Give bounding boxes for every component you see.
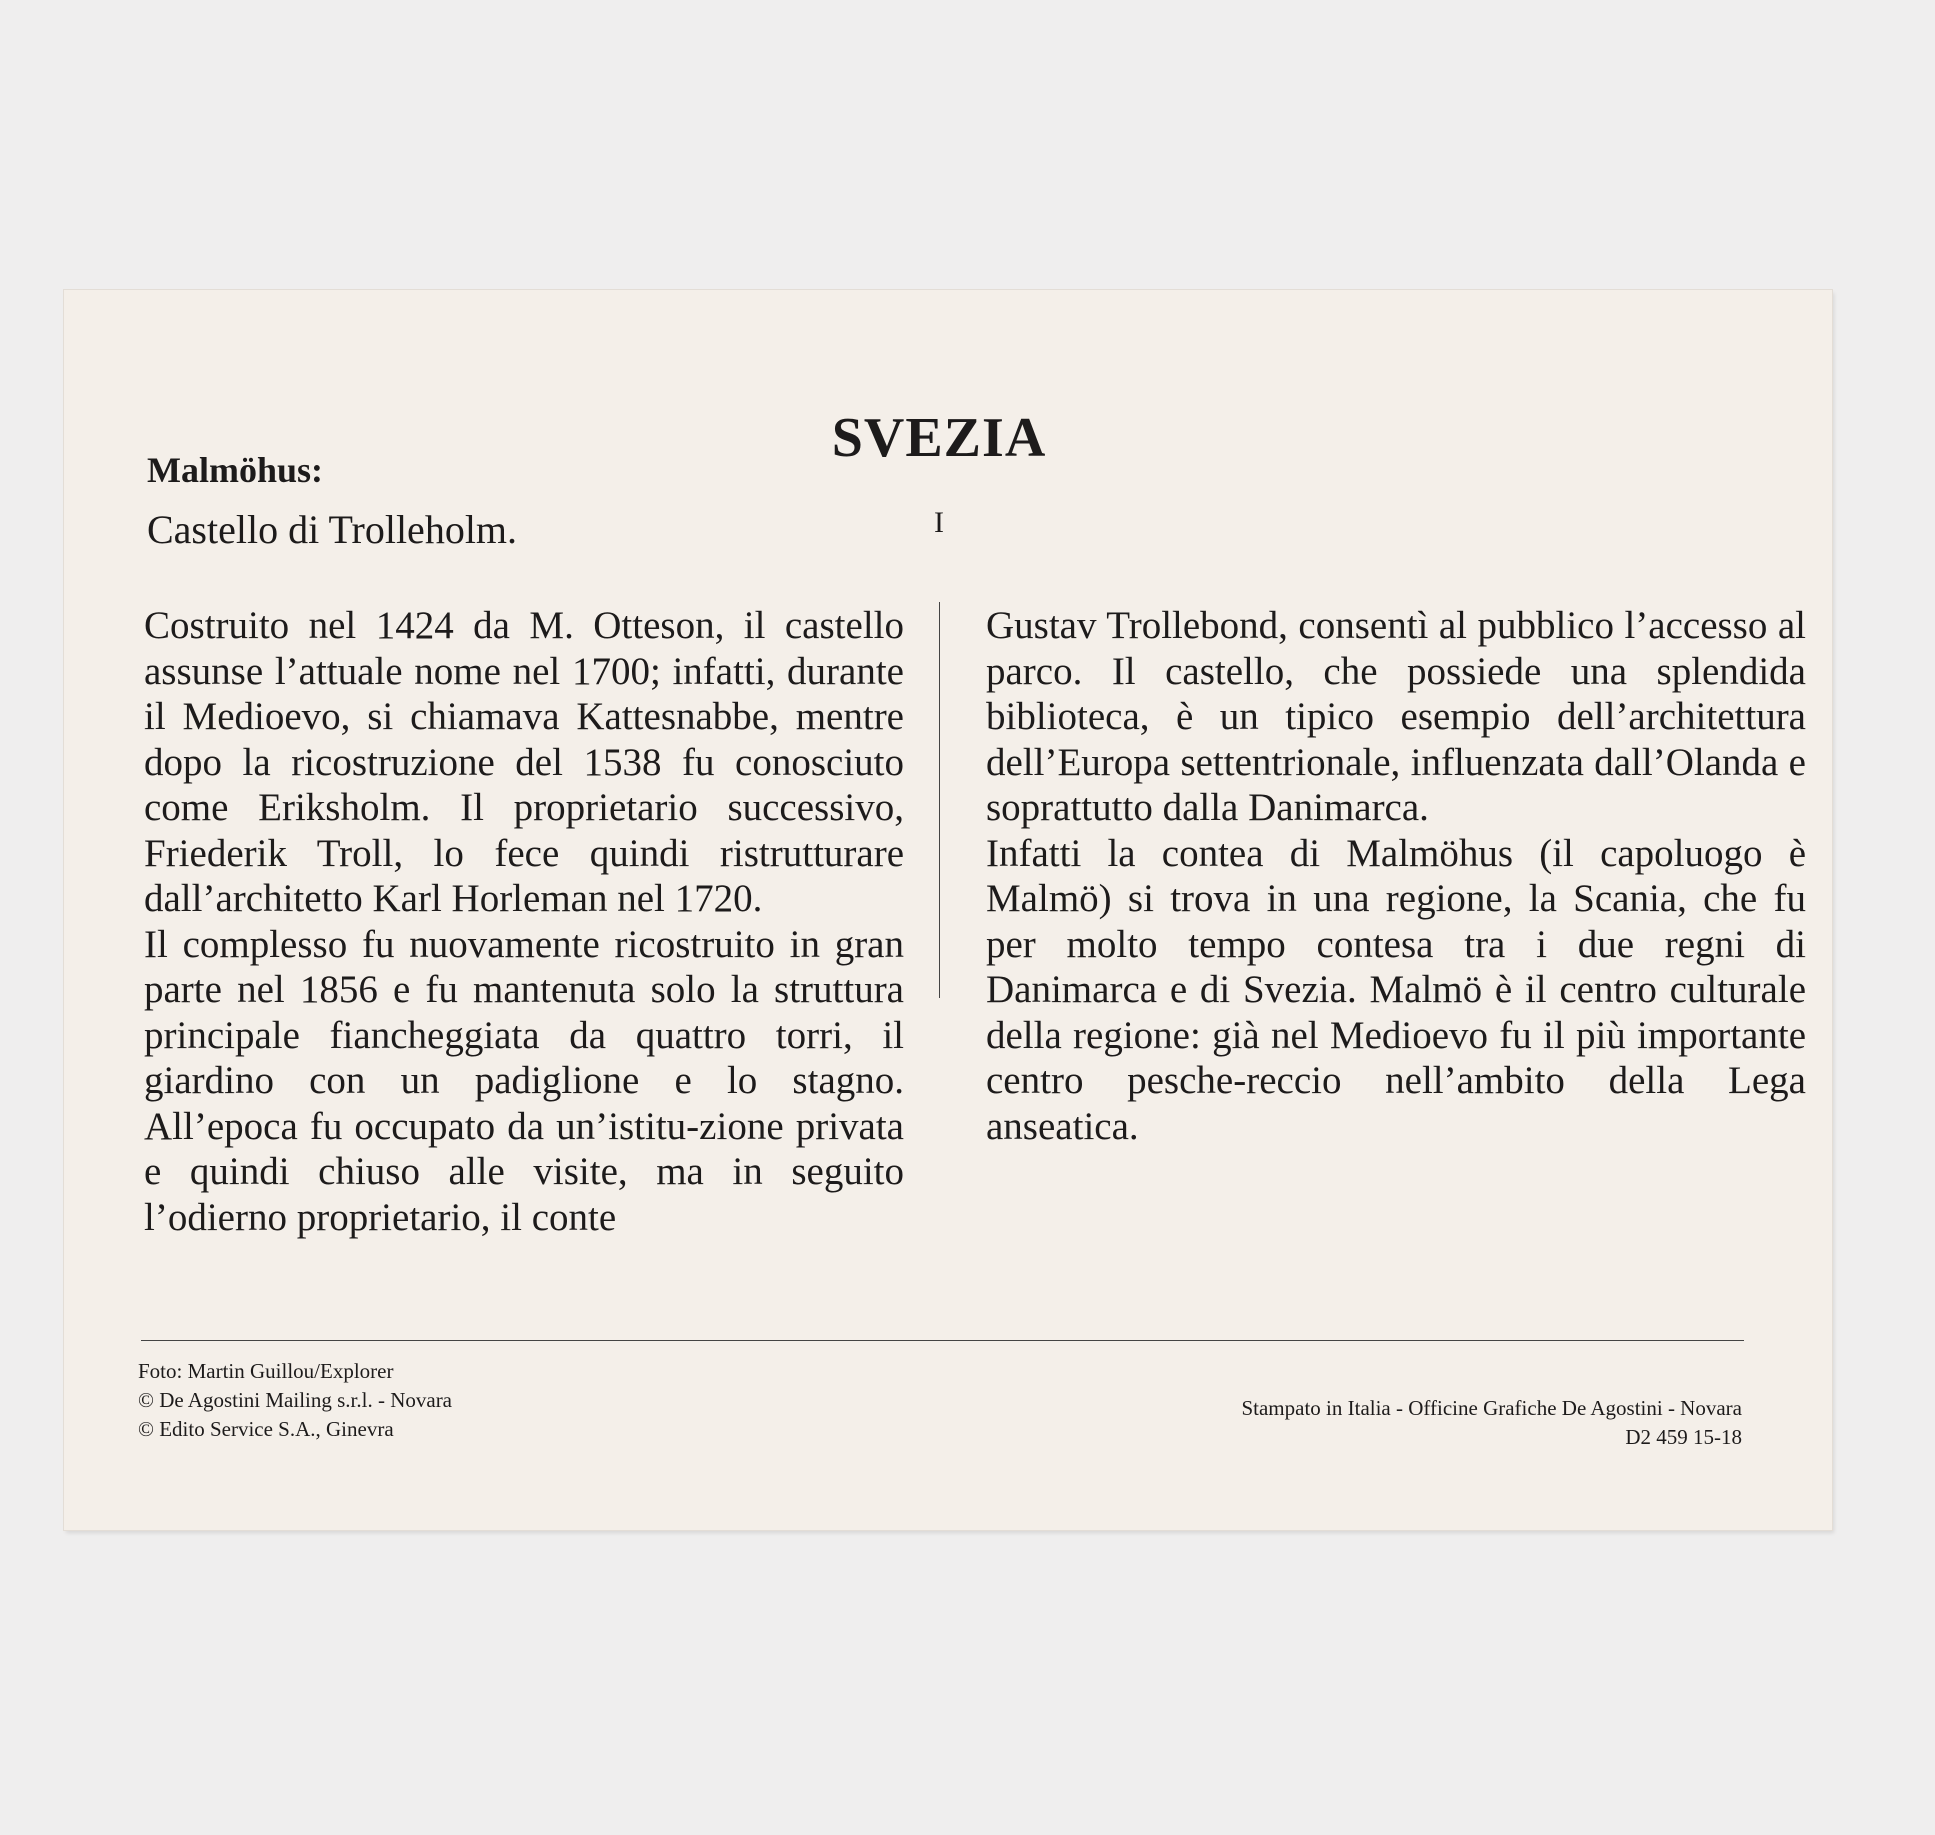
postcard	[64, 290, 1832, 1530]
footer-divider	[141, 1340, 1744, 1341]
right-paragraph-2: Infatti la contea di Malmöhus (il capoluogo è Malmö) si trova in una regione, la Scania, che fu per molto tempo contesa tra i due regni di Danimarca e di Svezia. Malmö è il centro culturale della regione: già nel Medioevo fu il più importante centro pesche-reccio nell’ambito della Lega anseatica.	[986, 831, 1806, 1148]
printer-line: Stampato in Italia - Officine Grafiche De Agostini - Novara	[1241, 1396, 1742, 1420]
left-paragraph-1: Costruito nel 1424 da M. Otteson, il castello assunse l’attuale nome nel 1700; infatti, durante il Medioevo, si chiamava Kattesnabbe, mentre dopo la ricostruzione del 1538 fu conosciuto come Eriksholm. Il proprietario successivo, Friederik Troll, lo fece quindi ristrutturare dall’architetto Karl Horleman nel 1720.	[144, 604, 904, 920]
credit-line: Foto: Martin Guillou/Explorer	[138, 1359, 394, 1383]
credit-line: © Edito Service S.A., Ginevra	[138, 1417, 394, 1441]
left-column-text	[144, 603, 904, 1240]
left-paragraph-2: Il complesso fu nuovamente ricostruito in gran parte nel 1856 e fu mantenuta solo la struttura principale fiancheggiata da quattro torri, il giardino con un padiglione e lo stagno. All’epoca fu occupato da un’istitu-zione privata e quindi chiuso alle visite, ma in seguito l’odierno proprietario, il conte	[144, 922, 904, 1239]
product-code: D2 459 15-18	[1625, 1425, 1742, 1449]
right-paragraph-1: Gustav Trollebond, consentì al pubblico l’accesso al parco. Il castello, che possiede una splendida biblioteca, è un tipico esempio dell’architettura dell’Europa settentrionale, influenzata dall’Olanda e soprattutto dalla Danimarca.	[986, 604, 1806, 829]
photo-credits	[138, 1357, 452, 1444]
castle-subheading: Castello di Trolleholm.	[147, 507, 518, 552]
printer-info	[1241, 1394, 1742, 1452]
series-number: I	[934, 506, 944, 539]
column-divider	[939, 602, 940, 998]
right-column-text	[986, 603, 1806, 1149]
credit-line: © De Agostini Mailing s.r.l. - Novara	[138, 1388, 453, 1412]
page-title: SVEZIA	[831, 407, 1047, 469]
region-heading: Malmöhus:	[147, 450, 324, 490]
